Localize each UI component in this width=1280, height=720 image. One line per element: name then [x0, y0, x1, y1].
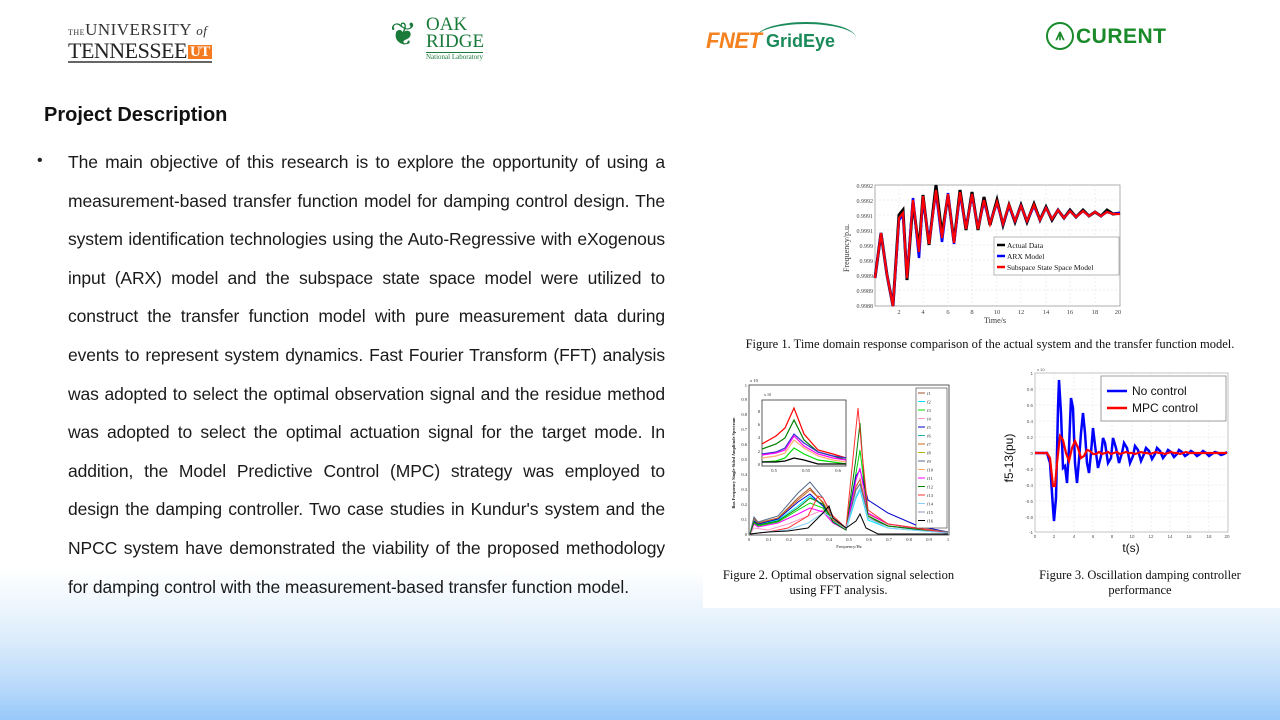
- figure-2-caption: Figure 2. Optimal observation signal selection using FFT analysis.: [722, 568, 955, 597]
- svg-text:18: 18: [1091, 309, 1099, 316]
- svg-text:Frequency/Hz: Frequency/Hz: [836, 544, 862, 549]
- svg-text:0.9: 0.9: [926, 537, 932, 542]
- project-description-paragraph: The main objective of this research is to explore the opportunity of using a measurement-based transfer function model for damping control design. The system identification technologies using the Auto-Regressive with eXogenous input (ARX) model and the subspace state space model were utilized to construct the transfer function model with pure measurement data during events to represent system dynamics. Fast Fourier Transform (FFT) analysis was adopted to select the optimal observation signal and the residue method was adopted to select the optimal actuation signal for the target mode. In addition, the Model Predictive Control (MPC) strategy was employed to design the damping controller. Two case studies in Kundur's system and the NPCC system have demonstrated the viability of the proposed methodology for damping control with the measurement-based transfer function model.: [68, 152, 665, 597]
- svg-text:12: 12: [1148, 534, 1154, 539]
- svg-text:0.2: 0.2: [786, 537, 792, 542]
- svg-text:x 10: x 10: [750, 378, 758, 383]
- university-of-tennessee-logo: THEUNIVERSITY of TENNESSEE UT: [68, 20, 210, 63]
- svg-text:0.8: 0.8: [1026, 387, 1033, 392]
- svg-text:f15: f15: [927, 510, 933, 515]
- svg-text:0.5: 0.5: [846, 537, 852, 542]
- svg-text:12: 12: [1017, 309, 1025, 316]
- svg-text:0.6: 0.6: [1026, 403, 1033, 408]
- svg-text:0.8: 0.8: [906, 537, 912, 542]
- figure-3-damping-chart: [995, 368, 1235, 558]
- svg-text:6: 6: [757, 422, 760, 427]
- svg-text:0.4: 0.4: [826, 537, 832, 542]
- svg-text:10: 10: [1129, 534, 1135, 539]
- svg-text:0.999: 0.999: [859, 259, 873, 265]
- svg-text:18: 18: [1206, 534, 1212, 539]
- svg-text:8: 8: [757, 409, 760, 414]
- svg-text:0.3: 0.3: [806, 537, 812, 542]
- svg-text:16: 16: [1066, 309, 1074, 316]
- svg-text:f1: f1: [927, 391, 931, 396]
- svg-text:0.4: 0.4: [1026, 419, 1033, 424]
- svg-text:0.5: 0.5: [771, 468, 777, 473]
- svg-text:0.2: 0.2: [1026, 435, 1033, 440]
- svg-text:2: 2: [897, 309, 901, 316]
- svg-text:f13: f13: [927, 493, 933, 498]
- svg-text:14: 14: [1167, 534, 1173, 539]
- svg-text:0.1: 0.1: [741, 517, 747, 522]
- svg-text:20: 20: [1224, 534, 1230, 539]
- svg-text:0.9: 0.9: [741, 397, 747, 402]
- svg-text:0.9991: 0.9991: [856, 214, 873, 220]
- oak-leaf-icon: ❦: [390, 16, 417, 52]
- curent-logo: ⩚ CURENT: [1046, 22, 1216, 54]
- figure-1-caption: Figure 1. Time domain response comparison of the actual system and the transfer function model.: [745, 337, 1235, 351]
- svg-text:Time/s: Time/s: [984, 316, 1006, 325]
- svg-text:0.7: 0.7: [886, 537, 892, 542]
- svg-text:0.9992: 0.9992: [856, 184, 873, 190]
- svg-text:0.999: 0.999: [859, 244, 873, 250]
- oak-ridge-logo: ❦ OAK RIDGE National Laboratory: [390, 14, 485, 61]
- svg-text:f6: f6: [927, 433, 931, 439]
- section-title: Project Description: [44, 104, 228, 126]
- svg-text:f10: f10: [927, 467, 933, 473]
- svg-text:x 10: x 10: [764, 392, 771, 397]
- svg-text:20: 20: [1114, 309, 1122, 316]
- svg-text:0.5: 0.5: [741, 457, 747, 462]
- figure-3-caption: Figure 3. Oscillation damping controller performance: [1039, 568, 1241, 597]
- svg-text:0.1: 0.1: [766, 537, 772, 542]
- svg-text:0: 0: [747, 537, 751, 542]
- svg-text:f11: f11: [927, 476, 933, 481]
- svg-text:-0.6: -0.6: [1025, 499, 1033, 504]
- svg-text:0: 0: [1030, 451, 1033, 456]
- svg-text:0.6: 0.6: [741, 442, 747, 447]
- svg-text:f4: f4: [927, 416, 931, 422]
- svg-text:f12: f12: [927, 484, 933, 490]
- svg-text:1: 1: [744, 383, 747, 388]
- svg-text:0.9989: 0.9989: [856, 274, 873, 280]
- svg-text:f16: f16: [927, 518, 933, 524]
- svg-text:-1: -1: [1028, 530, 1033, 535]
- svg-text:0.3: 0.3: [741, 487, 747, 492]
- svg-text:0.6: 0.6: [835, 468, 841, 473]
- figure-1-time-domain-chart: [805, 180, 1125, 330]
- ut-mark-icon: UT: [189, 44, 210, 60]
- figure-2-fft-chart: [728, 378, 952, 550]
- svg-text:No control: No control: [1132, 384, 1187, 398]
- svg-text:MPC control: MPC control: [1132, 401, 1199, 415]
- svg-text:0.6: 0.6: [866, 537, 872, 542]
- svg-text:2: 2: [757, 449, 760, 454]
- svg-text:f2: f2: [927, 399, 931, 405]
- svg-text:16: 16: [1186, 534, 1192, 539]
- svg-text:Subspace State Space Model: Subspace State Space Model: [1007, 263, 1094, 272]
- svg-text:ARX Model: ARX Model: [1007, 252, 1045, 261]
- svg-text:f14: f14: [927, 501, 933, 507]
- svg-text:0.2: 0.2: [741, 502, 747, 507]
- svg-text:f5-13(pu): f5-13(pu): [1002, 433, 1016, 483]
- svg-text:0: 0: [757, 462, 760, 467]
- svg-text:f7: f7: [927, 442, 931, 447]
- svg-text:8: 8: [970, 309, 974, 316]
- svg-text:0.8: 0.8: [741, 412, 747, 417]
- svg-text:0.4: 0.4: [741, 472, 747, 477]
- svg-text:f8: f8: [927, 450, 931, 456]
- svg-text:8: 8: [1110, 534, 1114, 539]
- svg-text:f3: f3: [927, 408, 931, 413]
- svg-text:0: 0: [744, 532, 747, 537]
- bullet-icon: •: [37, 152, 43, 169]
- svg-text:-0.4: -0.4: [1025, 483, 1033, 488]
- svg-text:0.9991: 0.9991: [856, 229, 873, 235]
- svg-text:-0.2: -0.2: [1025, 467, 1033, 472]
- svg-text:0.9992: 0.9992: [856, 199, 873, 205]
- svg-text:1: 1: [946, 537, 950, 542]
- svg-text:1: 1: [1030, 371, 1033, 376]
- svg-text:14: 14: [1042, 309, 1050, 316]
- svg-text:Actual Data: Actual Data: [1007, 241, 1044, 250]
- svg-text:Frequency/p.u.: Frequency/p.u.: [842, 224, 851, 272]
- svg-text:0.7: 0.7: [741, 427, 747, 432]
- svg-text:f5: f5: [927, 425, 931, 430]
- svg-text:Bus Frequency Single-Sided Amp: Bus Frequency Single-Sided Amplitude Spectrum: [731, 417, 736, 509]
- svg-text:10: 10: [993, 309, 1001, 316]
- svg-text:0: 0: [1033, 534, 1037, 539]
- svg-text:6: 6: [946, 309, 950, 316]
- transmission-tower-icon: ⩚: [1046, 22, 1074, 50]
- svg-text:4: 4: [921, 309, 925, 316]
- svg-text:f9: f9: [927, 459, 931, 464]
- svg-text:0.9988: 0.9988: [856, 304, 873, 310]
- svg-text:t(s): t(s): [1122, 541, 1140, 555]
- fnet-grideye-logo: FNET GridEye: [706, 22, 866, 52]
- svg-text:4: 4: [1072, 534, 1076, 539]
- svg-text:-0.8: -0.8: [1025, 515, 1033, 520]
- svg-text:2: 2: [1052, 534, 1056, 539]
- svg-text:6: 6: [1091, 534, 1095, 539]
- svg-text:4: 4: [757, 435, 760, 440]
- svg-text:0.55: 0.55: [802, 468, 810, 473]
- svg-text:0.9989: 0.9989: [856, 289, 873, 295]
- svg-text:x 10: x 10: [1037, 368, 1045, 372]
